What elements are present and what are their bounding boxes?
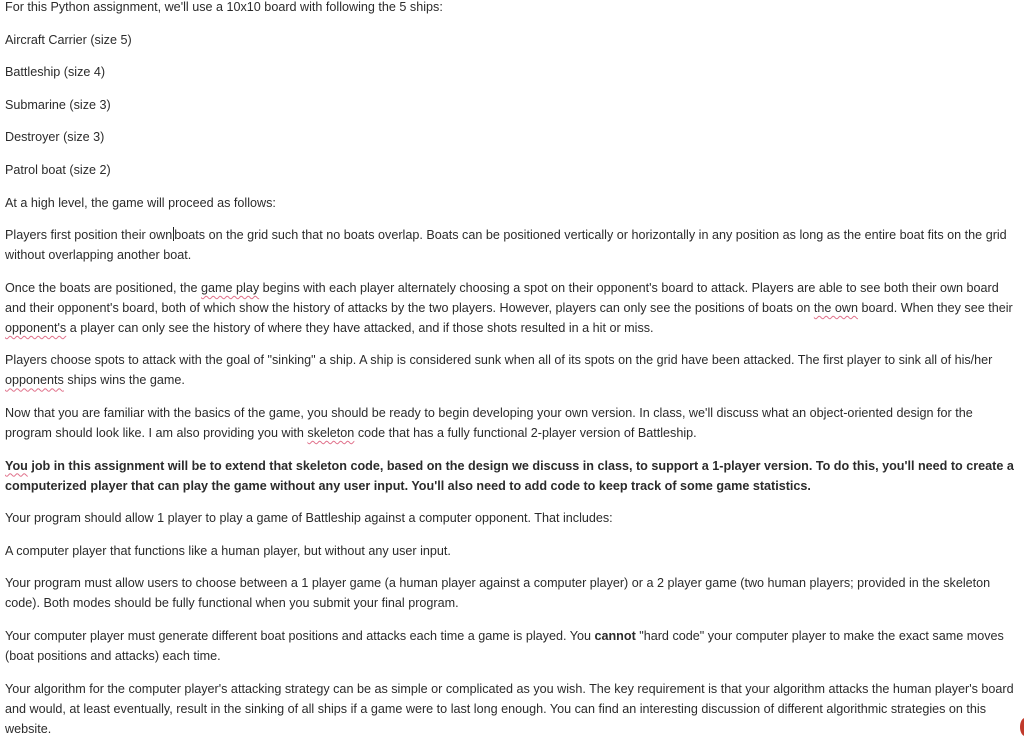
p-ship-battleship [5,62,1023,82]
text-run: cannot [594,628,636,643]
p-random [5,626,1023,666]
p-modes [5,573,1023,613]
p-task [5,456,1023,496]
spellcheck-flagged-word: opponents [5,373,64,388]
text-run: Patrol boat (size 2) [5,162,111,177]
scroll-edge-marker[interactable] [1020,718,1024,736]
text-run: Aircraft Carrier (size 5) [5,32,132,47]
text-run: Once the boats are positioned, the [5,280,202,295]
text-run: Your program must allow users to choose between a 1 player game (a human player against a computer player) or a 2 player game (two human players; provided in the skeleton code). Both modes should be fully functional when you submit your final program. [5,576,991,611]
p-sinking [5,350,1023,390]
text-run: Players first position their own [5,228,173,243]
p-gameplay [5,278,1023,338]
text-run: For this Python assignment, we'll use a 10x10 board with following the 5 ships: [5,0,443,14]
document-body [5,0,1023,751]
p-ship-patrol [5,160,1023,180]
text-run: Now that you are familiar with the basics of the game, you should be ready to begin developing your own version. In class, we'll discuss what an object-oriented design for the program should look like. I am also providing you with [5,405,973,440]
text-run: Battleship (size 4) [5,65,106,80]
text-run: Destroyer (size 3) [5,130,105,145]
p-ship-carrier [5,30,1023,50]
text-run: At a high level, the game will proceed as follows: [5,195,276,210]
p-intro [5,0,1023,17]
text-run: boats on the grid such that no boats overlap. Boats can be positioned vertically or horizontally in any position as long as the entire boat fits on the grid without overlapping another boat. [5,228,1007,263]
p-ship-submarine [5,95,1023,115]
spellcheck-flagged-word: the own [813,300,858,315]
text-run: Players choose spots to attack with the goal of "sinking" a ship. A ship is considered sunk when all of its spots on the grid have been attacked. The first player to sink all of his/her [5,353,993,368]
spellcheck-flagged-word: opponent's [5,320,67,335]
spellcheck-flagged-word: You [5,458,28,473]
text-run: a player can only see the history of where they have attacked, and if those shots resulted in a hit or miss. [66,320,654,335]
text-run: Your algorithm for the computer player's attacking strategy can be as simple or complicated as you wish. The key requirement is that your algorithm attacks the human player's board and would, at least eventually, result in the sinking of all ships if a game were to last long enough. You can find an interesting discussion of different algorithmic strategies on this website. [5,681,1014,736]
text-run: "hard code" your computer player to make the exact same moves (boat positions and attacks) each time. [5,628,1004,663]
p-high-level [5,193,1023,213]
p-allow [5,508,1023,528]
p-ship-destroyer [5,127,1023,147]
text-run: code that has a fully functional 2-player version of Battleship. [354,425,697,440]
text-run: board. When they see their [857,300,1013,315]
text-run: Submarine (size 3) [5,97,111,112]
p-position [5,225,1023,265]
text-run: Your computer player must generate different boat positions and attacks each time a game is played. You [5,628,595,643]
spellcheck-flagged-word: game play [201,280,260,295]
p-familiar [5,403,1023,443]
text-run: ships wins the game. [63,373,185,388]
spellcheck-flagged-word: skeleton [307,425,355,440]
p-algorithm [5,679,1023,739]
text-run: begins with each player alternately choosing a spot on their opponent's board to attack. Players are able to see both their own board and their opponent's board, both of which show the history of attacks by the two players. However, players can only see the positions of boats on [5,280,999,315]
text-run: job in this assignment will be to extend that skeleton code, based on the design we discuss in class, to support a 1-player version. To do this, you'll need to create a computerized player that can play the game without any user input. You'll also need to add code to keep track of some game statistics. [5,458,1014,493]
text-run: Your program should allow 1 player to play a game of Battleship against a computer opponent. That includes: [5,511,613,526]
text-run: A computer player that functions like a human player, but without any user input. [5,543,451,558]
p-computer [5,541,1023,561]
